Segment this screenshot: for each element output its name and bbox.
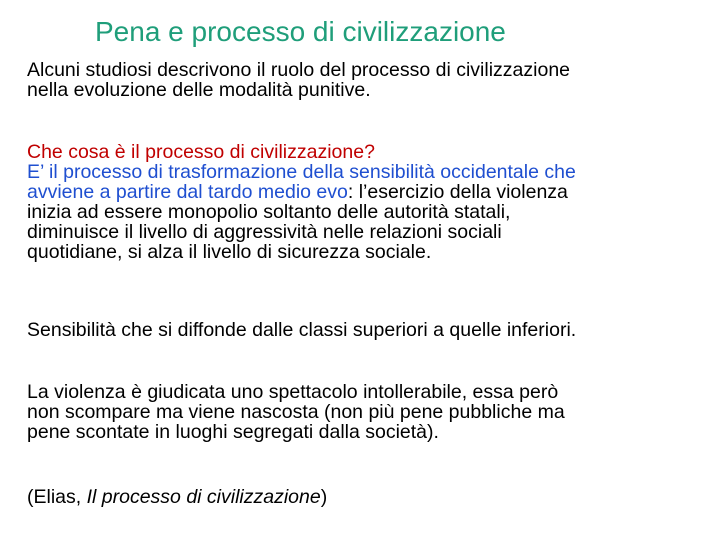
definition-paragraph bbox=[27, 142, 712, 262]
definition-question: Che cosa è il processo di civilizzazione? bbox=[27, 141, 375, 163]
intro-paragraph bbox=[27, 60, 712, 100]
violence-paragraph bbox=[27, 382, 712, 442]
definition-answer-line-2 bbox=[27, 182, 712, 202]
citation-prefix: (Elias, bbox=[27, 486, 87, 508]
citation bbox=[27, 487, 712, 507]
violence-line-1: La violenza è giudicata uno spettacolo intollerabile, essa però bbox=[27, 381, 559, 403]
slide-title: Pena e processo di civilizzazione bbox=[95, 16, 506, 47]
definition-answer-line-2-rest: : l’esercizio della violenza bbox=[347, 181, 568, 203]
citation-line bbox=[27, 487, 712, 507]
intro-line-1: Alcuni studiosi descrivono il ruolo del processo di civilizzazione bbox=[27, 59, 571, 81]
definition-answer-line-4: diminuisce il livello di aggressività nelle relazioni sociali bbox=[27, 221, 502, 243]
violence-line-2: non scompare ma viene nascosta (non più pene pubbliche ma bbox=[27, 401, 565, 423]
intro-line-2: nella evoluzione delle modalità punitive. bbox=[27, 79, 371, 101]
spread-paragraph bbox=[27, 320, 712, 340]
definition-answer-line-1: E’ il processo di trasformazione della sensibilità occidentale che bbox=[27, 161, 576, 183]
definition-answer-line-5: quotidiane, si alza il livello di sicurezza sociale. bbox=[27, 241, 432, 263]
citation-suffix: ) bbox=[320, 486, 328, 508]
definition-answer-line-3: inizia ad essere monopolio soltanto delle autorità statali, bbox=[27, 201, 511, 223]
definition-highlight: avviene a partire dal tardo medio evo bbox=[27, 181, 348, 203]
spread-line: Sensibilità che si diffonde dalle classi superiori a quelle inferiori. bbox=[27, 319, 577, 341]
violence-line-3: pene scontate in luoghi segregati dalla società). bbox=[27, 421, 439, 443]
citation-book-title: Il processo di civilizzazione bbox=[86, 486, 321, 508]
